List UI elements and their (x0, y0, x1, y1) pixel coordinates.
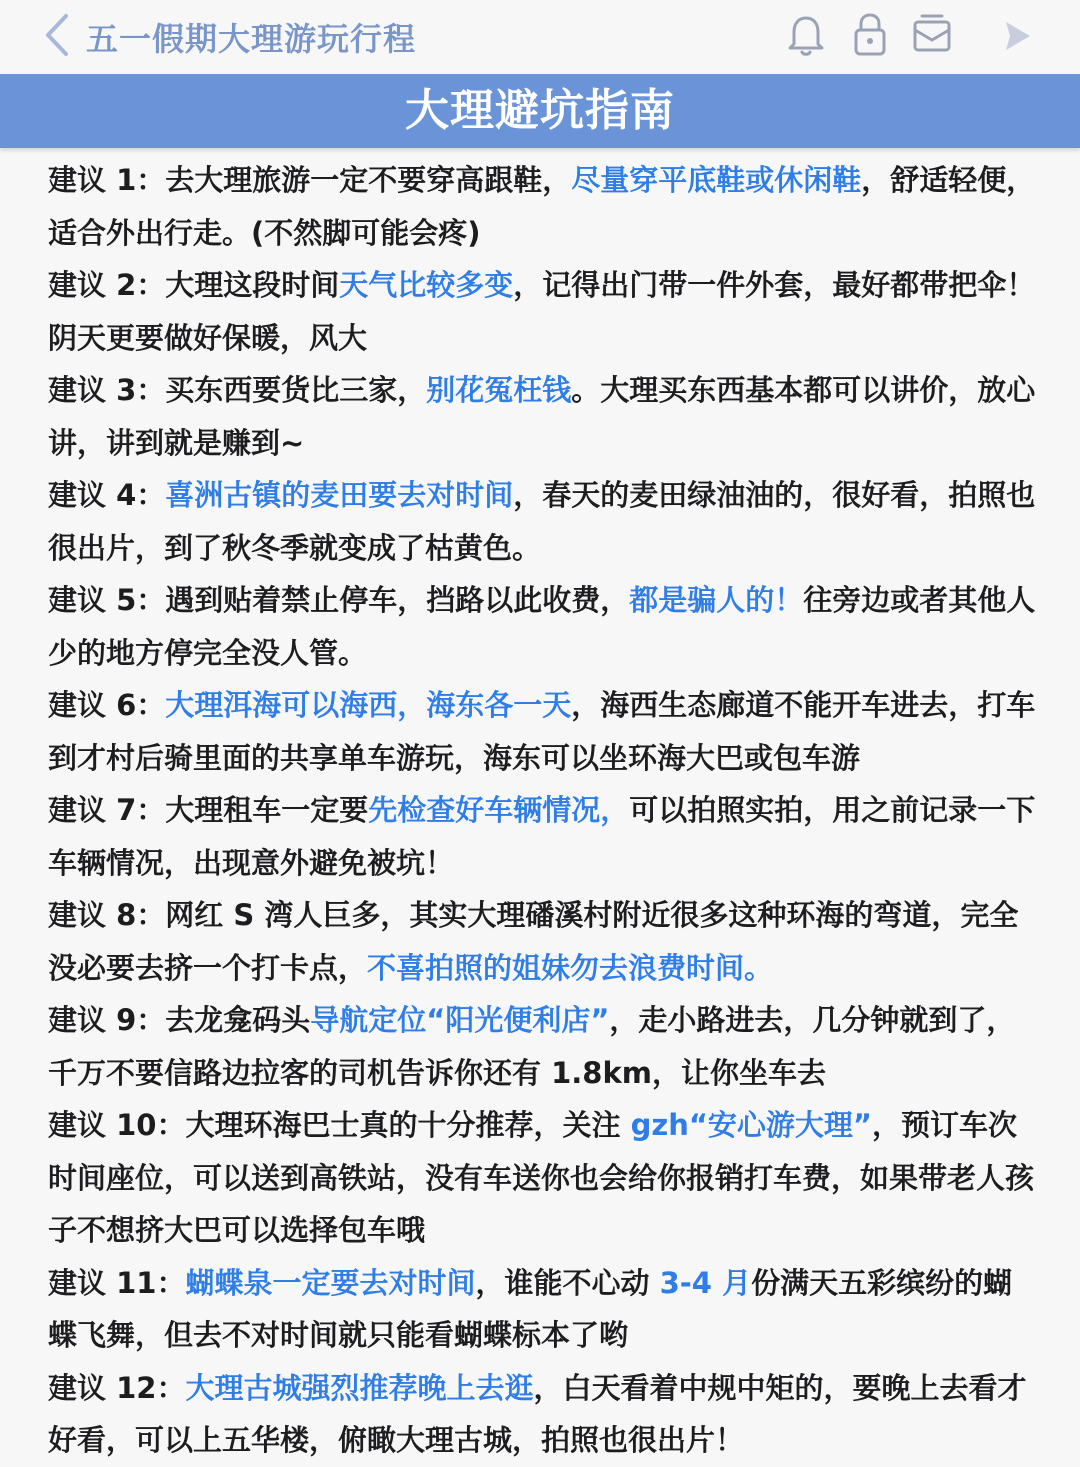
tip-text: ，预订车次时间座位，可以送到高铁站，没有车送你也会给你报销打车费，如果带老人孩子不想挤大巴可以选择包车哦 (48, 1108, 1035, 1247)
highlight-text: 别花冤枉钱 (426, 373, 572, 407)
tip-item-10 (48, 1099, 1038, 1257)
highlight-text: 大理古城强烈推荐晚上去逛 (185, 1370, 534, 1405)
highlight-text: 天气比较多变 (339, 268, 514, 302)
highlight-text: 3-4 月 (659, 1265, 752, 1300)
highlight-text: 先检查好车辆情况， (368, 793, 630, 827)
tip-item-1 (48, 154, 1038, 259)
tip-text: ，白天看着中规中矩的，要晚上去看才好看，可以上五华楼，俯瞰大理古城，拍照也很出片！ (48, 1370, 1027, 1457)
tip-item-6 (48, 679, 1038, 784)
highlight-text: 大理洱海可以海西，海东各一天 (165, 688, 572, 722)
tip-text: 建议 6： (48, 688, 166, 722)
tip-text: 建议 5：遇到贴着禁止停车，挡路以此收费， (48, 583, 630, 617)
tip-text: 建议 12： (48, 1370, 186, 1405)
envelope-icon[interactable] (910, 10, 954, 58)
tip-item-11 (48, 1257, 1038, 1362)
highlight-text: 导航定位“阳光便利店” (310, 1003, 610, 1037)
tip-item-9 (48, 994, 1038, 1099)
tip-text: 往旁边或者其他人少的地方停完全没人管。 (48, 583, 1036, 670)
guide-banner (0, 74, 1080, 148)
highlight-text: 喜洲古镇的麦田要去对时间 (165, 478, 514, 512)
tip-text: 建议 1：去大理旅游一定不要穿高跟鞋， (48, 163, 572, 197)
highlight-text: 尽量穿平底鞋或休闲鞋 (571, 163, 862, 197)
tip-text: 建议 2：大理这段时间 (48, 268, 340, 302)
send-icon[interactable] (996, 10, 1040, 58)
tip-text: ，春天的麦田绿油油的，很好看，拍照也很出片，到了秋冬季就变成了枯黄色。 (48, 478, 1036, 565)
tip-item-8 (48, 889, 1038, 994)
tip-item-12 (48, 1362, 1038, 1467)
tip-text: 建议 11： (48, 1265, 186, 1300)
highlight-text: 不喜拍照的姐妹勿去浪费时间。 (367, 950, 774, 985)
highlight-text: gzh“安心游大理” (630, 1108, 872, 1142)
tip-text: 建议 8：网红 S 湾人巨多，其实大理磻溪村附近很多这种环海的弯道，完全没必要去挤一个打卡点， (48, 898, 1019, 985)
tip-item-3 (48, 364, 1038, 469)
bell-icon[interactable] (784, 10, 828, 58)
tip-text: ，海西生态廊道不能开车进去，打车到才村后骑里面的共享单车游玩，海东可以坐环海大巴或包车游 (48, 688, 1036, 775)
tip-item-5 (48, 574, 1038, 679)
lock-icon[interactable] (848, 10, 892, 58)
tip-text: ，记得出门带一件外套，最好都带把伞！阴天更要做好保暖，风大 (48, 268, 1036, 355)
highlight-text: 都是骗人的！ (629, 583, 804, 617)
tip-item-2 (48, 259, 1038, 364)
tip-text: 建议 4： (48, 478, 166, 512)
tip-item-7 (48, 784, 1038, 889)
page-title: 五一假期大理游玩行程 (86, 20, 417, 58)
tip-text: 。大理买东西基本都可以讲价，放心讲，讲到就是赚到~ (48, 373, 1036, 460)
tip-text: 可以拍照实拍，用之前记录一下车辆情况，出现意外避免被坑！ (48, 793, 1036, 880)
tip-text: ，谁能不心动 (475, 1265, 660, 1300)
guide-title: 大理避坑指南 (405, 85, 675, 136)
tip-text: 建议 10：大理环海巴士真的十分推荐，关注 (48, 1108, 631, 1142)
tip-text: 建议 3：买东西要货比三家， (48, 373, 427, 407)
tip-text: 份满天五彩缤纷的蝴蝶飞舞，但去不对时间就只能看蝴蝶标本了哟 (48, 1265, 1013, 1352)
back-chevron-icon[interactable] (40, 10, 74, 60)
tip-text: 建议 9：去龙龛码头 (48, 1003, 311, 1037)
highlight-text: 蝴蝶泉一定要去对时间 (185, 1265, 476, 1300)
top-bar (0, 0, 1080, 72)
tip-text: ，走小路进去，几分钟就到了，千万不要信路边拉客的司机告诉你还有 1.8km，让你坐车去 (48, 1003, 1016, 1090)
tips-list (48, 154, 1038, 1467)
tip-item-4 (48, 469, 1038, 574)
tip-text: ，舒适轻便，适合外出行走。(不然脚可能会疼) (48, 163, 1036, 250)
tip-text: 建议 7：大理租车一定要 (48, 793, 369, 827)
